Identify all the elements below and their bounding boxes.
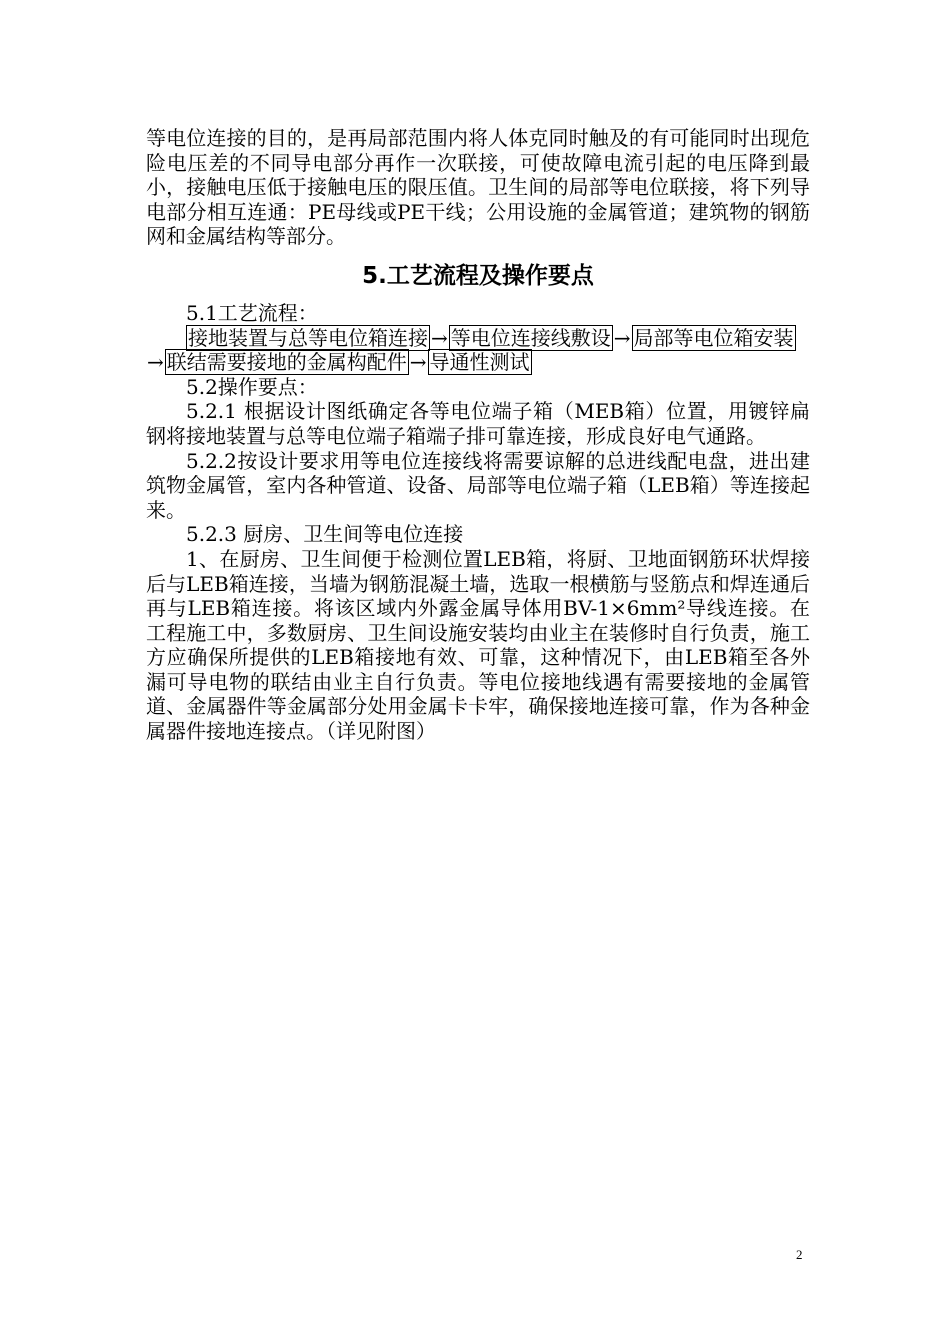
flow-arrow-icon: →: [147, 350, 164, 375]
page-number: 2: [796, 1247, 803, 1262]
flow-arrow-icon: →: [613, 325, 631, 350]
paragraph-5-2-1: 5.2.1 根据设计图纸确定各等电位端子箱（MEB箱）位置，用镀锌扁钢将接地装置与总等电位端子箱端子排可靠连接，形成良好电气通路。: [146, 399, 810, 448]
flow-arrow-icon: →: [431, 325, 448, 350]
intro-paragraph: 等电位连接的目的，是再局部范围内将人体克同时触及的有可能同时出现危险电压差的不同导电部分再作一次联接，可使故障电流引起的电压降到最小，接触电压低于接触电压的限压值。卫生间的局部等电位联接，将下列导电部分相互连通：PE母线或PE干线；公用设施的金属管道；建筑物的钢筋网和金属结构等部分。: [146, 126, 810, 249]
flow-step-4: 联结需要接地的金属构配件: [166, 350, 407, 375]
flow-step-3: 局部等电位箱安装: [633, 325, 794, 350]
flow-step-2: 等电位连接线敷设: [450, 325, 611, 350]
paragraph-5-2-3-body: 1、在厨房、卫生间便于检测位置LEB箱，将厨、卫地面钢筋环状焊接后与LEB箱连接，当墙为钢筋混凝土墙，选取一根横筋与竖筋点和焊连通后再与LEB箱连接。将该区域内外露金属导体用BV-1×6mm²导线连接。在工程施工中，多数厨房、卫生间设施安装均由业主在装修时自行负责，施工方应确保所提供的LEB箱接地有效、可靠，这种情况下，由LEB箱至各外漏可导电物的联结由业主自行负责。等电位接地线遇有需要接地的金属管道、金属器件等金属部分处用金属卡卡牢，确保接地连接可靠，作为各种金属器件接地连接点。（详见附图）: [146, 546, 810, 744]
section-heading: 5.工艺流程及操作要点: [362, 262, 594, 289]
ops-label: 5.2操作要点：: [186, 374, 318, 399]
document-body: [146, 126, 810, 744]
process-flow: [146, 326, 810, 375]
flow-step-1: 接地装置与总等电位箱连接: [188, 325, 428, 350]
flow-step-5: 导通性测试: [429, 350, 530, 375]
flow-arrow-icon: →: [409, 350, 427, 375]
flow-label: 5.1工艺流程：: [186, 300, 318, 325]
subheading-5-2-3: 5.2.3 厨房、卫生间等电位连接: [186, 522, 464, 547]
paragraph-5-2-2: 5.2.2按设计要求用等电位连接线将需要谅解的总进线配电盘，进出建筑物金属管，室内各种管道、设备、局部等电位端子箱（LEB箱）等连接起来。: [146, 448, 810, 522]
